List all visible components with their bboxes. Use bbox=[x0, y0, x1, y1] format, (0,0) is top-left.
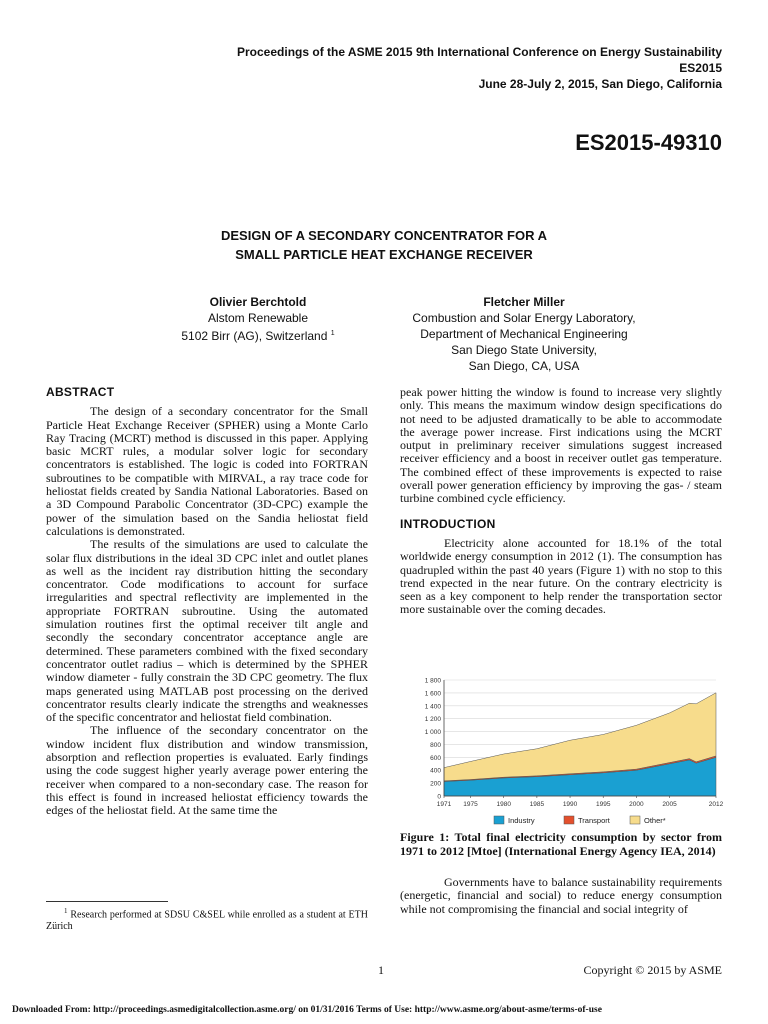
y-tick-label: 1 400 bbox=[424, 703, 441, 711]
title-line-1: DESIGN OF A SECONDARY CONCENTRATOR FOR A bbox=[221, 228, 547, 243]
y-tick-label: 800 bbox=[430, 741, 441, 749]
legend-label-other: Other* bbox=[644, 816, 666, 825]
author-university: San Diego State University, bbox=[451, 343, 597, 357]
author-address bbox=[108, 326, 408, 344]
author-address-text: 5102 Birr (AG), Switzerland bbox=[181, 329, 328, 343]
author-department: Department of Mechanical Engineering bbox=[420, 327, 628, 341]
x-tick-label: 1995 bbox=[595, 801, 611, 808]
x-tick-label: 2000 bbox=[629, 801, 644, 808]
footnote bbox=[46, 906, 368, 932]
y-tick-label: 1 800 bbox=[424, 677, 441, 685]
legend-label-transport: Transport bbox=[578, 816, 610, 825]
y-tick-label: 0 bbox=[437, 793, 441, 801]
paper-title bbox=[0, 226, 768, 264]
footnote-ref: 1 bbox=[330, 330, 335, 337]
left-column bbox=[46, 386, 368, 818]
conference-name: Proceedings of the ASME 2015 9th International Conference on Energy Sustainability bbox=[237, 45, 722, 59]
x-tick-label: 1985 bbox=[529, 801, 545, 808]
footnote-text: Research performed at SDSU C&SEL while enrolled as a student at ETH Zürich bbox=[46, 909, 368, 932]
page-number: 1 bbox=[378, 963, 384, 977]
x-tick-label: 2005 bbox=[662, 801, 677, 808]
x-tick-label: 1971 bbox=[436, 801, 452, 808]
footnote-divider bbox=[46, 901, 168, 902]
y-tick-label: 400 bbox=[430, 767, 441, 775]
introduction-paragraph-2: Governments have to balance sustainability requirements (energetic, financial and social) to reduce energy consumption while not compromising the financial and social integrity of bbox=[400, 875, 722, 916]
copyright-notice: Copyright © 2015 by ASME bbox=[583, 963, 722, 977]
figure-1-caption: Figure 1: Total final electricity consumption by sector from 1971 to 2012 [Mtoe] (International Energy Agency IEA, 2014) bbox=[400, 830, 722, 858]
introduction-paragraph-1: Electricity alone accounted for 18.1% of the total worldwide energy consumption in 2012 (1). The consumption has quadrupled within the past 40 years (Figure 1) with no stop to this trend expected in the near future. On the contrary electricity is seen as a key component to help render the transportation sector more sustainable over the coming decades. bbox=[400, 535, 722, 617]
author-name: Olivier Berchtold bbox=[209, 295, 307, 309]
abstract-paragraph-2: The results of the simulations are used to calculate the solar flux distributions in the ideal 3D CPC inlet and outlet planes as well as the incident ray distribution hitting the secondary concentrator. Code modifications to account for surface irregularities and spectral reflectivity are implemented in the appropriate FORTRAN subroutine. Using the automated simulation routines first the optimal receiver tilt angle and secondly the secondary concentrator acceptance angle are determined. These parameters combined with the fixed secondary concentrator outlet radius – which is determined by the SPHER window diameter - fully constrain the 3D CPC geometry. The flux maps generated using MATLAB post processing on the derived concentrator results clearly indicate the strengths and weaknesses of the specific concentrator and heliostat field combination. bbox=[46, 537, 368, 725]
right-column bbox=[400, 386, 722, 617]
x-tick-label: 2012 bbox=[708, 801, 724, 808]
author-block-2 bbox=[374, 294, 674, 374]
paper-id: ES2015-49310 bbox=[575, 130, 722, 155]
electricity-consumption-chart bbox=[420, 674, 724, 832]
author-city: San Diego, CA, USA bbox=[468, 359, 580, 373]
abstract-paragraph-1: The design of a secondary concentrator for the Small Particle Heat Exchange Receiver (SPHER) using a Monte Carlo Ray Tracing (MCRT) method is discussed in this paper. Applying basic MCRT rules, a modular solver logic for secondary concentrators is established. The logic is coded into FORTRAN subroutines to be compatible with MIRVAL, a ray trace code for heliostat fields created by Sandia National Laboratories. Based on a 3D Compound Parabolic Concentrator (3D-CPC) example the power of the simulation based on the Sandia heliostat field calculations is demonstrated. bbox=[46, 404, 368, 538]
legend-label-industry: Industry bbox=[508, 816, 535, 825]
author-affiliation: Alstom Renewable bbox=[207, 311, 309, 325]
legend-swatch-other bbox=[630, 816, 640, 824]
abstract-paragraph-4: peak power hitting the window is found to increase very slightly only. This means the maximum window design specifications do not need to be adjusted dramatically to be able to accommodate the average power increase. First indications using the MCRT output in preliminary receiver simulations suggest increased receiver efficiency and a boost in receiver outlet gas temperature. The combined effect of these improvements is expected to raise overall power generation efficiency by improving the gas- / steam turbine combined cycle efficiency. bbox=[400, 385, 722, 506]
y-tick-label: 600 bbox=[430, 754, 441, 762]
footnote-mark: 1 bbox=[64, 907, 68, 915]
conference-header bbox=[237, 44, 722, 92]
title-line-2: SMALL PARTICLE HEAT EXCHANGE RECEIVER bbox=[235, 247, 533, 262]
legend-swatch-industry bbox=[494, 816, 504, 824]
author-name: Fletcher Miller bbox=[483, 295, 565, 309]
introduction-heading: INTRODUCTION bbox=[400, 516, 496, 531]
x-tick-label: 1990 bbox=[562, 801, 578, 808]
y-tick-label: 200 bbox=[430, 780, 441, 788]
author-affiliation: Combustion and Solar Energy Laboratory, bbox=[412, 311, 636, 325]
y-tick-label: 1 000 bbox=[424, 729, 441, 737]
legend-swatch-transport bbox=[564, 816, 574, 824]
author-block-1 bbox=[108, 294, 408, 344]
y-tick-label: 1 600 bbox=[424, 690, 441, 698]
abstract-paragraph-3: The influence of the secondary concentrator on the window incident flux distribution and window transmission, absorption and reflection properties is evaluated. Early findings using the code suggest higher yearly average power entering the receiver when compared to a non-secondary case. The reason for this effect is found in increased heliostat efficiency towards the edges of the heliostat field. At the same time the bbox=[46, 723, 368, 818]
x-tick-label: 1980 bbox=[496, 801, 511, 808]
abstract-heading: ABSTRACT bbox=[46, 385, 115, 399]
download-notice: Downloaded From: http://proceedings.asmedigitalcollection.asme.org/ on 01/31/2016 Terms of Use: http://www.asme.org/about-asme/terms-of-use bbox=[12, 1005, 602, 1015]
conference-date-location: June 28-July 2, 2015, San Diego, California bbox=[478, 77, 722, 91]
y-tick-label: 1 200 bbox=[424, 716, 441, 724]
introduction-continued bbox=[400, 876, 722, 916]
x-tick-label: 1975 bbox=[463, 801, 478, 808]
conference-code: ES2015 bbox=[679, 61, 722, 75]
